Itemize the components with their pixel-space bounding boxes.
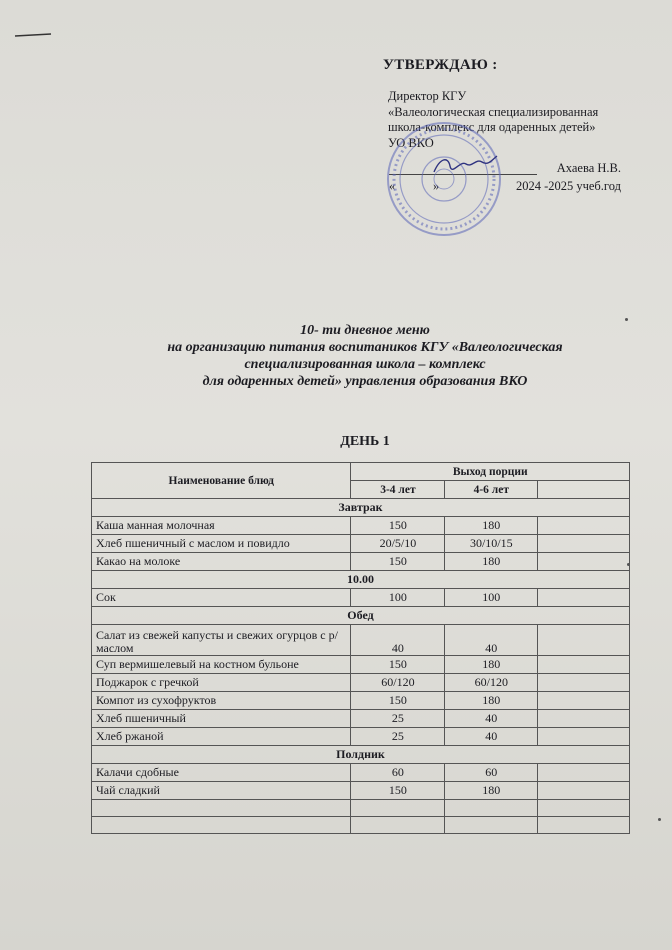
date-quote-close: » bbox=[433, 179, 440, 193]
portion-3-4: 100 bbox=[351, 589, 445, 607]
portion-3-4: 60/120 bbox=[351, 674, 445, 692]
table-row bbox=[92, 553, 630, 571]
day-heading: ДЕНЬ 1 bbox=[340, 434, 390, 449]
dish-name: Хлеб пшеничный с маслом и повидло bbox=[92, 535, 351, 553]
paper-speck bbox=[658, 818, 661, 821]
table-row bbox=[92, 710, 630, 728]
title-line: на организацию питания воспитаников КГУ «Валеологическая bbox=[167, 340, 563, 355]
empty-cell bbox=[538, 782, 630, 800]
table-row bbox=[92, 625, 630, 656]
section-row bbox=[92, 746, 630, 764]
empty-cell bbox=[538, 674, 630, 692]
dish-name: Каша манная молочная bbox=[92, 517, 351, 535]
portion-4-6: 40 bbox=[445, 728, 538, 746]
portion-3-4: 40 bbox=[351, 625, 445, 656]
section-title: Завтрак bbox=[92, 499, 630, 517]
portion-4-6: 60 bbox=[445, 764, 538, 782]
portion-4-6: 40 bbox=[445, 710, 538, 728]
title-line: для одаренных детей» управления образования ВКО bbox=[202, 374, 528, 389]
section-row bbox=[92, 499, 630, 517]
portion-4-6: 180 bbox=[445, 553, 538, 571]
portion-3-4: 150 bbox=[351, 782, 445, 800]
empty-cell bbox=[538, 517, 630, 535]
empty-cell bbox=[538, 589, 630, 607]
table-row bbox=[92, 589, 630, 607]
header-age-3-4: 3-4 лет bbox=[351, 481, 445, 499]
table-row bbox=[92, 782, 630, 800]
dish-name: Поджарок с гречкой bbox=[92, 674, 351, 692]
paper-speck bbox=[625, 318, 628, 321]
portion-3-4: 60 bbox=[351, 764, 445, 782]
portion-4-6: 180 bbox=[445, 656, 538, 674]
menu-table bbox=[91, 462, 630, 834]
paper-speck bbox=[627, 563, 630, 566]
portion-4-6: 100 bbox=[445, 589, 538, 607]
title-line: 10- ти дневное меню bbox=[300, 323, 430, 338]
empty-cell bbox=[538, 692, 630, 710]
director-line: УО ВКО bbox=[388, 135, 434, 150]
portion-4-6: 180 bbox=[445, 517, 538, 535]
dish-name: Какао на молоке bbox=[92, 553, 351, 571]
section-title: 10.00 bbox=[92, 571, 630, 589]
empty-cell bbox=[538, 728, 630, 746]
table-row bbox=[92, 535, 630, 553]
menu-title bbox=[90, 322, 640, 390]
header-dish: Наименование блюд bbox=[92, 463, 351, 499]
portion-3-4: 150 bbox=[351, 656, 445, 674]
dish-name: Суп вермишелевый на костном бульоне bbox=[92, 656, 351, 674]
table-row bbox=[92, 656, 630, 674]
section-title: Полдник bbox=[92, 746, 630, 764]
director-line: школа-комплекс для одаренных детей» bbox=[388, 120, 596, 134]
portion-3-4: 150 bbox=[351, 517, 445, 535]
dish-name: Компот из сухофруктов bbox=[92, 692, 351, 710]
header-empty bbox=[538, 481, 630, 499]
empty-row bbox=[92, 817, 630, 834]
table-row bbox=[92, 764, 630, 782]
school-year: 2024 -2025 учеб.год bbox=[515, 179, 621, 193]
portion-3-4: 150 bbox=[351, 692, 445, 710]
header-age-4-6: 4-6 лет bbox=[445, 481, 538, 499]
empty-cell bbox=[538, 553, 630, 571]
portion-3-4: 150 bbox=[351, 553, 445, 571]
empty-cell bbox=[538, 535, 630, 553]
table-header-row bbox=[92, 463, 630, 481]
director-line: Директор КГУ bbox=[388, 89, 467, 103]
dish-name: Хлеб пшеничный bbox=[92, 710, 351, 728]
portion-3-4: 20/5/10 bbox=[351, 535, 445, 553]
table-row bbox=[92, 674, 630, 692]
section-title: Обед bbox=[92, 607, 630, 625]
table-row bbox=[92, 692, 630, 710]
section-row bbox=[92, 571, 630, 589]
director-line: «Валеологическая специализированная bbox=[388, 104, 599, 119]
dish-name: Хлеб ржаной bbox=[92, 728, 351, 746]
portion-4-6: 40 bbox=[445, 625, 538, 656]
table-row bbox=[92, 728, 630, 746]
title-line: специализированная школа – комплекс bbox=[244, 357, 486, 372]
section-row bbox=[92, 607, 630, 625]
portion-3-4: 25 bbox=[351, 710, 445, 728]
empty-cell bbox=[538, 764, 630, 782]
approval-heading: УТВЕРЖДАЮ : bbox=[383, 57, 498, 73]
portion-3-4: 25 bbox=[351, 728, 445, 746]
empty-cell bbox=[538, 656, 630, 674]
portion-4-6: 30/10/15 bbox=[445, 535, 538, 553]
empty-row bbox=[92, 800, 630, 817]
dish-name: Чай сладкий bbox=[92, 782, 351, 800]
signer-name: Ахаева Н.В. bbox=[556, 161, 621, 175]
header-portion: Выход порции bbox=[351, 463, 630, 481]
table-row bbox=[92, 517, 630, 535]
handwritten-signature bbox=[430, 150, 500, 180]
portion-4-6: 180 bbox=[445, 782, 538, 800]
dish-name: Сок bbox=[92, 589, 351, 607]
empty-cell bbox=[538, 710, 630, 728]
pen-mark bbox=[14, 32, 52, 38]
portion-4-6: 180 bbox=[445, 692, 538, 710]
empty-cell bbox=[538, 625, 630, 656]
date-quote-open: « bbox=[389, 179, 396, 193]
portion-4-6: 60/120 bbox=[445, 674, 538, 692]
dish-name: Салат из свежей капусты и свежих огурцов с р/маслом bbox=[92, 625, 351, 656]
dish-name: Калачи сдобные bbox=[92, 764, 351, 782]
